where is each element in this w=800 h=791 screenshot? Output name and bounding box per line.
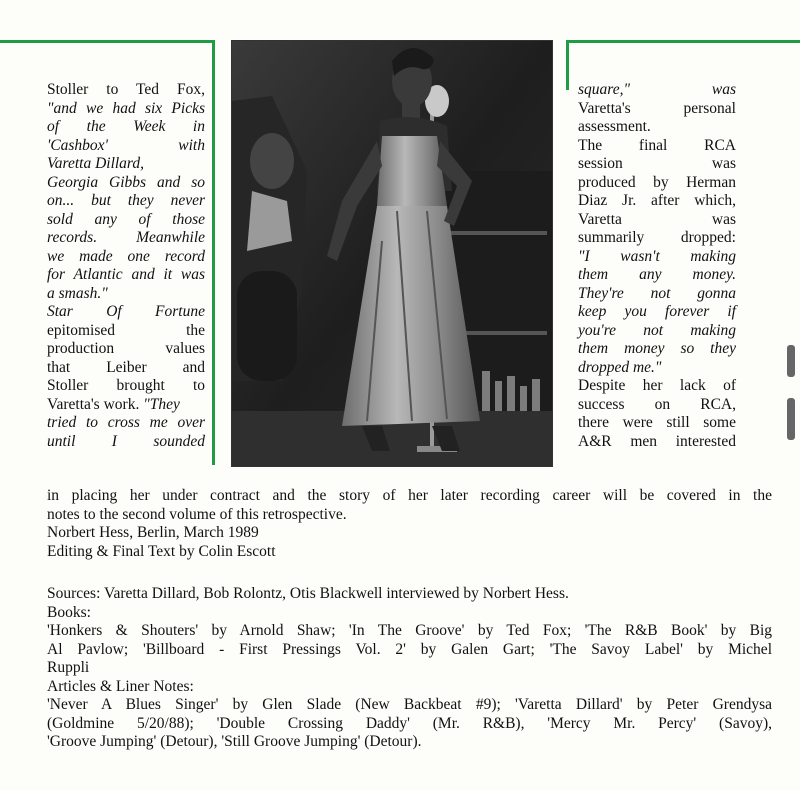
articles-line: (Goldmine 5/20/88); 'Double Crossing Daddy' (Mr. R&B), 'Mercy Mr. Percy' (Savoy), xyxy=(47,714,772,732)
text-line: square," was xyxy=(578,81,736,98)
text-line: sold any of those xyxy=(47,210,205,228)
text-line: them any money. xyxy=(578,266,736,283)
text-line: summarily dropped: xyxy=(578,229,736,246)
text-line: tried to cross me over xyxy=(47,414,205,431)
text-line: dropped me." xyxy=(578,358,662,376)
editor-credit: Editing & Final Text by Colin Escott xyxy=(47,542,276,560)
text-line: we made one record xyxy=(47,247,205,265)
text-line-part: Varetta's work. xyxy=(47,395,140,413)
articles-heading: Articles & Liner Notes: xyxy=(47,677,194,695)
text-line: records. Meanwhile xyxy=(47,229,205,246)
green-border-right-top xyxy=(566,40,800,43)
text-line: Varetta was xyxy=(578,210,736,228)
text-line: on... but they never xyxy=(47,192,205,209)
text-line: Despite her lack of xyxy=(578,377,736,394)
left-text-column xyxy=(47,81,205,451)
text-line: that Leiber and xyxy=(47,358,205,376)
text-line: 'Cashbox' with xyxy=(47,136,205,154)
text-line: Diaz Jr. after which, xyxy=(578,192,736,209)
article-continuation xyxy=(47,487,772,561)
text-line: in placing her under contract and the story of her later recording career will be covered in the xyxy=(47,487,772,504)
text-line: Star Of Fortune xyxy=(47,303,205,320)
text-line: Varetta Dillard, xyxy=(47,155,145,172)
text-line: notes to the second volume of this retrospective. xyxy=(47,505,347,523)
staple-mark xyxy=(787,398,795,440)
text-line: production values xyxy=(47,340,205,357)
text-line: session was xyxy=(578,155,736,172)
text-line-quote: "They xyxy=(143,395,180,413)
text-line: produced by Herman xyxy=(578,173,736,191)
text-line: you're not making xyxy=(578,321,736,339)
articles-line: 'Never A Blues Singer' by Glen Slade (New Backbeat #9); 'Varetta Dillard' by Peter Grendysa xyxy=(47,696,772,713)
text-line xyxy=(47,396,205,415)
text-line: them money so they xyxy=(578,340,736,357)
text-line: there were still some xyxy=(578,414,736,431)
text-line: Georgia Gibbs and so xyxy=(47,173,205,191)
text-line: "and we had six Picks xyxy=(47,99,205,117)
singer-photo xyxy=(231,40,553,467)
text-line: Stoller to Ted Fox, xyxy=(47,81,205,98)
right-text-column xyxy=(578,81,736,451)
text-line: until I sounded xyxy=(47,432,205,450)
sources-line: Sources: Varetta Dillard, Bob Rolontz, Otis Blackwell interviewed by Norbert Hess. xyxy=(47,585,569,602)
green-border-left-top xyxy=(0,40,215,43)
text-line: "I wasn't making xyxy=(578,247,736,265)
text-line: Stoller brought to xyxy=(47,377,205,394)
green-border-right-vertical xyxy=(566,40,569,90)
books-line: Ruppli xyxy=(47,659,90,676)
text-line: epitomised the xyxy=(47,321,205,339)
text-line: Varetta's personal xyxy=(578,99,736,117)
sources-section xyxy=(47,585,772,752)
green-border-left-vertical xyxy=(212,40,215,465)
text-line: They're not gonna xyxy=(578,284,736,302)
books-line: Al Pavlow; 'Billboard - First Pressings Vol. 2' by Galen Gart; 'The Savoy Label' by Michel xyxy=(47,640,772,658)
text-line: assessment. xyxy=(578,118,651,135)
text-line: a smash." xyxy=(47,284,108,302)
text-line: success on RCA, xyxy=(578,395,736,413)
books-heading: Books: xyxy=(47,603,91,621)
staple-mark xyxy=(787,345,795,377)
text-line: of the Week in xyxy=(47,118,205,135)
author-credit: Norbert Hess, Berlin, March 1989 xyxy=(47,524,259,541)
text-line: A&R men interested xyxy=(578,432,736,450)
text-line: The final RCA xyxy=(578,136,736,154)
text-line: keep you forever if xyxy=(578,303,736,320)
books-line: 'Honkers & Shouters' by Arnold Shaw; 'In The Groove' by Ted Fox; 'The R&B Book' by Big xyxy=(47,622,772,639)
articles-line: 'Groove Jumping' (Detour), 'Still Groove Jumping' (Detour). xyxy=(47,733,422,750)
text-line: for Atlantic and it was xyxy=(47,266,205,283)
